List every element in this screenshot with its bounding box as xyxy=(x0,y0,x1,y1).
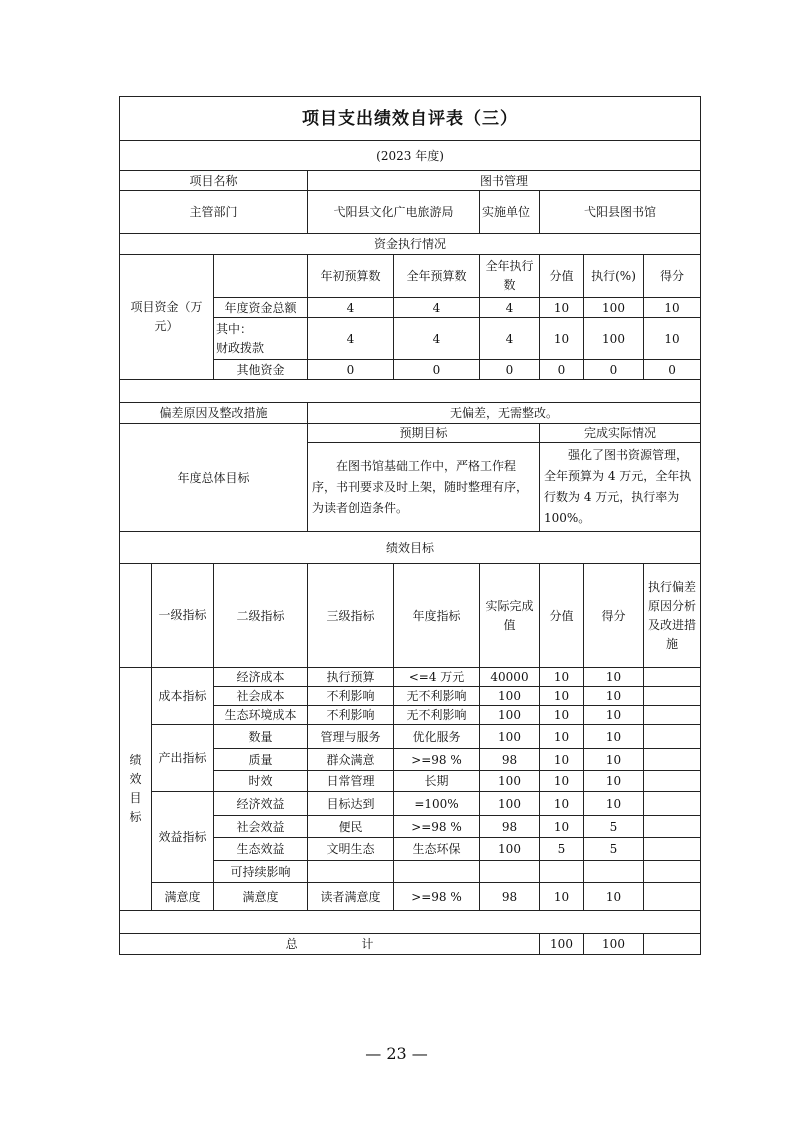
category-output: 产出指标 xyxy=(152,725,214,792)
perf-group-label-text: 绩效目标 xyxy=(129,753,142,824)
indicator-l2: 数量 xyxy=(214,725,308,749)
funds-cell: 10 xyxy=(540,298,584,318)
indicator-score: 10 xyxy=(584,771,644,792)
indicator-actual: 100 xyxy=(480,838,540,861)
perf-header-deviation-analysis: 执行偏差原因分析及改进措施 xyxy=(644,564,701,668)
category-benefit: 效益指标 xyxy=(152,792,214,883)
perf-header-score: 得分 xyxy=(584,564,644,668)
indicator-score-value: 10 xyxy=(540,725,584,749)
indicator-note xyxy=(644,668,701,687)
spacer-row xyxy=(120,911,701,934)
indicator-l2: 时效 xyxy=(214,771,308,792)
indicator-score xyxy=(584,861,644,883)
actual-result-header: 完成实际情况 xyxy=(540,424,701,443)
indicator-l3: 不利影响 xyxy=(308,687,394,706)
implementing-unit-label: 实施单位 xyxy=(480,191,540,234)
indicator-target: >=98 % xyxy=(394,749,480,771)
indicator-target: 长期 xyxy=(394,771,480,792)
funds-cell: 100 xyxy=(584,318,644,360)
indicator-l3: 目标达到 xyxy=(308,792,394,816)
indicator-l3: 日常管理 xyxy=(308,771,394,792)
funds-cell: 100 xyxy=(584,298,644,318)
indicator-score-value: 10 xyxy=(540,706,584,725)
indicator-actual: 100 xyxy=(480,706,540,725)
indicator-actual: 100 xyxy=(480,792,540,816)
indicator-score-value: 10 xyxy=(540,668,584,687)
funds-row-label: 年度资金总额 xyxy=(214,298,308,318)
indicator-target: 无不利影响 xyxy=(394,687,480,706)
indicator-score-value: 5 xyxy=(540,838,584,861)
project-name-label: 项目名称 xyxy=(120,171,308,191)
deviation-text: 无偏差，无需整改。 xyxy=(308,403,701,424)
indicator-note xyxy=(644,706,701,725)
funds-section-header: 资金执行情况 xyxy=(120,234,701,255)
perf-header-level1: 一级指标 xyxy=(152,564,214,668)
indicator-l2: 生态效益 xyxy=(214,838,308,861)
perf-group-label xyxy=(120,668,152,911)
indicator-l2: 质量 xyxy=(214,749,308,771)
funds-header-score: 得分 xyxy=(644,255,701,298)
indicator-l2: 经济成本 xyxy=(214,668,308,687)
funds-cell: 4 xyxy=(308,318,394,360)
indicator-note xyxy=(644,687,701,706)
indicator-score: 10 xyxy=(584,668,644,687)
perf-header-score-value: 分值 xyxy=(540,564,584,668)
indicator-note xyxy=(644,792,701,816)
funds-header-execution-rate: 执行(%) xyxy=(584,255,644,298)
department-value: 弋阳县文化广电旅游局 xyxy=(308,191,480,234)
expected-goal-header: 预期目标 xyxy=(308,424,540,443)
indicator-target: 生态环保 xyxy=(394,838,480,861)
indicator-l3: 文明生态 xyxy=(308,838,394,861)
fiscal-year: (2023 年度) xyxy=(120,141,701,171)
funds-header-initial-budget: 年初预算数 xyxy=(308,255,394,298)
indicator-score: 10 xyxy=(584,883,644,911)
indicator-score-value: 10 xyxy=(540,687,584,706)
project-funds-label: 项目资金（万元） xyxy=(120,255,214,380)
indicator-target: >=98 % xyxy=(394,883,480,911)
indicator-target: <=4 万元 xyxy=(394,668,480,687)
indicator-target xyxy=(394,861,480,883)
indicator-score-value: 10 xyxy=(540,749,584,771)
page-number: — 23 — xyxy=(365,1044,428,1063)
funds-cell: 10 xyxy=(540,318,584,360)
indicator-l2: 满意度 xyxy=(214,883,308,911)
indicator-l3: 群众满意 xyxy=(308,749,394,771)
perf-header-annual-target: 年度指标 xyxy=(394,564,480,668)
expected-goal-text: 在图书馆基础工作中，严格工作程序，书刊要求及时上架，随时整理有序，为读者创造条件。 xyxy=(308,443,540,532)
indicator-score: 10 xyxy=(584,792,644,816)
indicator-note xyxy=(644,816,701,838)
indicator-actual: 100 xyxy=(480,771,540,792)
indicator-score-value xyxy=(540,861,584,883)
total-label: 总 计 xyxy=(120,934,540,955)
self-evaluation-table xyxy=(119,96,701,955)
indicator-l3: 便民 xyxy=(308,816,394,838)
indicator-actual: 98 xyxy=(480,749,540,771)
indicator-target: 优化服务 xyxy=(394,725,480,749)
indicator-actual xyxy=(480,861,540,883)
funds-cell: 0 xyxy=(584,360,644,380)
funds-row-label: 其中： 财政拨款 xyxy=(214,318,308,360)
funds-cell: 10 xyxy=(644,318,701,360)
indicator-actual: 98 xyxy=(480,816,540,838)
indicator-score: 5 xyxy=(584,838,644,861)
indicator-actual: 100 xyxy=(480,687,540,706)
indicator-target: 无不利影响 xyxy=(394,706,480,725)
funds-cell: 0 xyxy=(540,360,584,380)
indicator-score-value: 10 xyxy=(540,883,584,911)
indicator-score-value: 10 xyxy=(540,771,584,792)
funds-cell: 0 xyxy=(644,360,701,380)
indicator-score-value: 10 xyxy=(540,816,584,838)
perf-header-level2: 二级指标 xyxy=(214,564,308,668)
project-name-value: 图书管理 xyxy=(308,171,701,191)
indicator-actual: 98 xyxy=(480,883,540,911)
indicator-score: 10 xyxy=(584,749,644,771)
category-satisfaction: 满意度 xyxy=(152,883,214,911)
annual-goal-label: 年度总体目标 xyxy=(120,424,308,532)
perf-header-blank xyxy=(120,564,152,668)
indicator-score: 10 xyxy=(584,706,644,725)
indicator-note xyxy=(644,725,701,749)
indicator-note xyxy=(644,749,701,771)
department-label: 主管部门 xyxy=(120,191,308,234)
implementing-unit-value: 弋阳县图书馆 xyxy=(540,191,701,234)
total-score: 100 xyxy=(584,934,644,955)
funds-header-annual-budget: 全年预算数 xyxy=(394,255,480,298)
perf-header-actual: 实际完成值 xyxy=(480,564,540,668)
indicator-score: 5 xyxy=(584,816,644,838)
funds-cell: 0 xyxy=(480,360,540,380)
funds-cell: 4 xyxy=(480,298,540,318)
category-cost: 成本指标 xyxy=(152,668,214,725)
deviation-label: 偏差原因及整改措施 xyxy=(120,403,308,424)
indicator-note xyxy=(644,838,701,861)
indicator-l3: 读者满意度 xyxy=(308,883,394,911)
indicator-score-value: 10 xyxy=(540,792,584,816)
funds-cell: 0 xyxy=(394,360,480,380)
indicator-note xyxy=(644,861,701,883)
actual-result-text: 强化了图书资源管理，全年预算为 4 万元，全年执行数为 4 万元，执行率为 100%。 xyxy=(540,443,701,532)
indicator-note xyxy=(644,771,701,792)
indicator-l2: 社会效益 xyxy=(214,816,308,838)
indicator-l3: 管理与服务 xyxy=(308,725,394,749)
table-title: 项目支出绩效自评表（三） xyxy=(120,97,701,141)
indicator-score: 10 xyxy=(584,687,644,706)
indicator-score: 10 xyxy=(584,725,644,749)
funds-header-blank xyxy=(214,255,308,298)
indicator-actual: 100 xyxy=(480,725,540,749)
funds-row-label: 其他资金 xyxy=(214,360,308,380)
indicator-l2: 社会成本 xyxy=(214,687,308,706)
funds-cell: 4 xyxy=(394,318,480,360)
spacer-row xyxy=(120,380,701,403)
indicator-l3: 执行预算 xyxy=(308,668,394,687)
funds-cell: 4 xyxy=(480,318,540,360)
funds-cell: 4 xyxy=(394,298,480,318)
indicator-l3 xyxy=(308,861,394,883)
total-note xyxy=(644,934,701,955)
funds-cell: 10 xyxy=(644,298,701,318)
performance-section-header: 绩效目标 xyxy=(120,532,701,564)
indicator-l2: 经济效益 xyxy=(214,792,308,816)
perf-header-level3: 三级指标 xyxy=(308,564,394,668)
funds-cell: 4 xyxy=(308,298,394,318)
total-score-value: 100 xyxy=(540,934,584,955)
indicator-l2: 可持续影响 xyxy=(214,861,308,883)
indicator-target: >=98 % xyxy=(394,816,480,838)
indicator-l2: 生态环境成本 xyxy=(214,706,308,725)
funds-header-annual-executed: 全年执行数 xyxy=(480,255,540,298)
indicator-note xyxy=(644,883,701,911)
indicator-l3: 不利影响 xyxy=(308,706,394,725)
indicator-actual: 40000 xyxy=(480,668,540,687)
funds-cell: 0 xyxy=(308,360,394,380)
indicator-target: =100% xyxy=(394,792,480,816)
funds-header-score-value: 分值 xyxy=(540,255,584,298)
